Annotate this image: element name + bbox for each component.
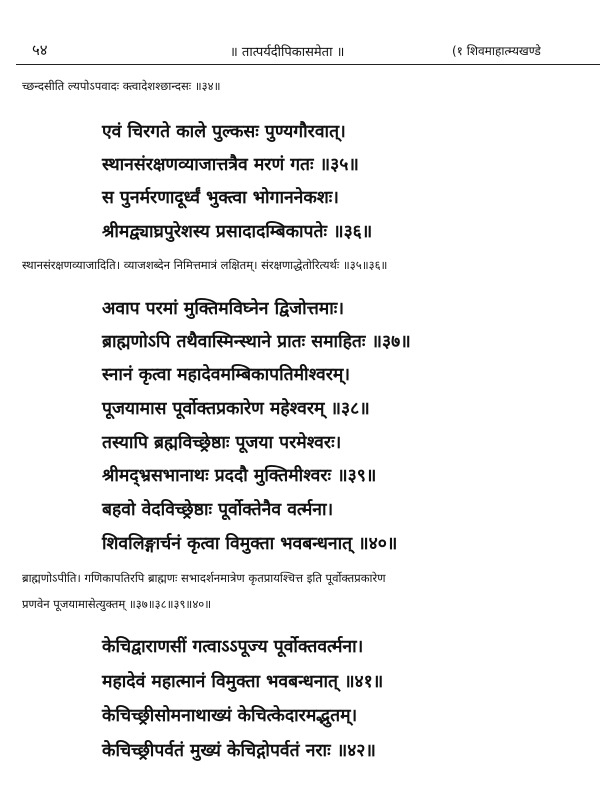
commentary-line: ब्राह्मणोऽपीति। गणिकापतिरपि ब्राह्मणः सभादर्शनमात्रेण कृतप्रायश्चित्त इति पूर्वोक्तप्रकारेण [22,571,386,585]
page-number: ५४ [32,41,48,59]
verse-line: श्रीमद्व्याघ्रपुरेशस्य प्रसादादम्बिकापतेः ॥३६॥ [102,222,373,242]
commentary-line: स्थानसंरक्षणव्याजादिति। व्याजशब्देन निमित्तमात्रं लक्षितम्। संरक्षणाद्धेतोरित्यर्थः ॥३५॥३६॥ [22,258,388,272]
verse-line: केचिच्छ्रीसोमनाथाख्यं केचित्केदारमद्भुतम्। [102,706,358,726]
verse-line: एवं चिरगते काले पुल्कसः पुण्यगौरवात्। [102,122,346,142]
verse-line: श्रीमद्भ्रसभानाथः प्रददौ मुक्तिमीश्वरः ॥३९॥ [102,466,377,486]
verse-line: स पुनर्मरणादूर्ध्वं भुक्त्वा भोगाननेकशः। [102,188,339,208]
verse-line: शिवलिङ्गार्चनं कृत्वा विमुक्ता भवबन्धनात् ॥४०॥ [102,534,398,554]
section-title: (१ शिवमाहात्म्यखण्डे [452,44,541,58]
verse-line: बहवो वेदविच्छ्रेष्ठाः पूर्वोक्तेनैव वर्त्मना। [102,500,334,520]
verse-line: स्नानं कृत्वा महादेवमम्बिकापतिमीश्वरम्। [102,365,350,385]
page-header [0,40,600,62]
verse-line: महादेवं महात्मानं विमुक्ता भवबन्धनात् ॥४१॥ [102,672,384,692]
verse-line: पूजयामास पूर्वोक्तप्रकारेण महेश्वरम् ॥३८॥ [102,399,370,419]
verse-line: केचिद्वाराणसीं गत्वाऽऽपूज्य पूर्वोक्तवर्त्मना। [102,637,364,657]
commentary-line: च्छन्दसीति ल्यपोऽपवादः क्त्वादेशश्छान्दसः ॥३४॥ [22,79,221,93]
verse-line: स्थानसंरक्षणव्याजात्तत्रैव मरणं गतः ॥३५॥ [102,155,359,175]
commentary-line: प्रणवेन पूजयामासेत्युक्तम् ॥३७॥३८॥३९॥४०॥ [22,597,212,611]
running-title: ॥ तात्पर्यदीपिकासमेता ॥ [230,45,345,60]
verse-line: केचिच्छ्रीपर्वतं मुख्यं केचिद्गोपर्वतं नराः ॥४२॥ [102,741,376,761]
verse-line: ब्राह्मणोऽपि तथैवास्मिन्स्थाने प्रातः समाहितः ॥३७॥ [102,332,411,352]
verse-line: अवाप परमां मुक्तिमविघ्नेन द्विजोत्तमाः। [102,299,344,319]
header-rule [16,64,600,65]
verse-line: तस्यापि ब्रह्मविच्छ्रेष्ठाः पूजया परमेश्वरः। [102,433,342,453]
